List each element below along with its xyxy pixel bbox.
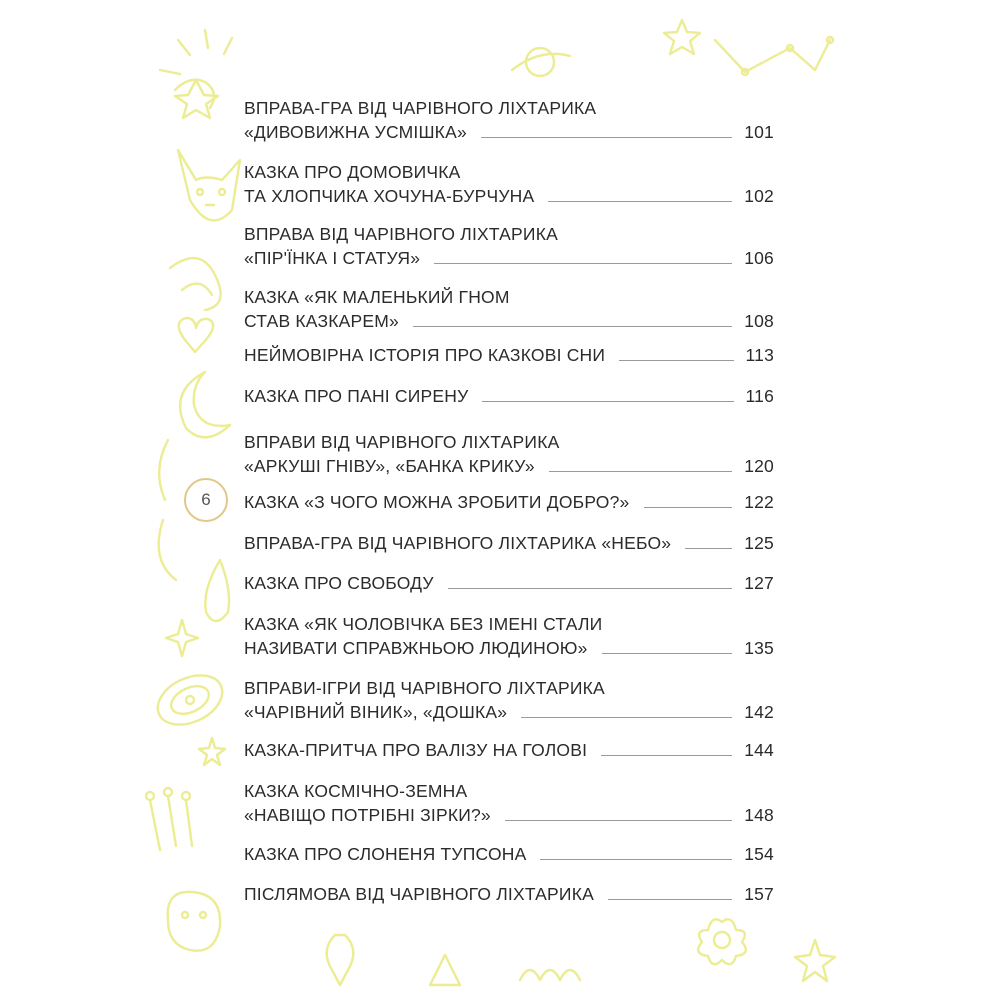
toc-entry-line [244,676,774,700]
toc-entry-title: КАЗКА-ПРИТЧА ПРО ВАЛІЗУ НА ГОЛОВІ [244,740,588,760]
toc-entry-title: ТА ХЛОПЧИКА ХОЧУНА-БУРЧУНА [244,186,535,206]
toc-page-number: 144 [744,740,774,760]
toc-leader-line [481,137,732,138]
toc-leader-line [644,507,733,508]
toc-entry-title: «ПІР'ЇНКА І СТАТУЯ» [244,248,421,268]
toc-entry-line [244,285,774,309]
toc-leader-line [548,201,732,202]
toc-entry-title: НЕЙМОВІРНА ІСТОРІЯ ПРО КАЗКОВІ СНИ [244,345,606,365]
toc-leader-line [619,360,733,361]
toc-entry-title: КАЗКА «ЯК ЧОЛОВІЧКА БЕЗ ІМЕНІ СТАЛИ [244,614,603,634]
toc-entry[interactable] [244,430,774,478]
toc-leader-line [608,899,732,900]
toc-entry-title: КАЗКА ПРО ПАНІ СИРЕНУ [244,386,469,406]
toc-entry-title: ВПРАВА-ГРА ВІД ЧАРІВНОГО ЛІХТАРИКА [244,98,597,118]
toc-entry-line [244,882,774,906]
toc-entry-line [244,222,774,246]
toc-entry[interactable] [244,96,774,144]
toc-entry-line [244,430,774,454]
toc-page-number: 135 [744,638,774,658]
toc-entry-title: «ДИВОВИЖНА УСМІШКА» [244,122,467,142]
toc-page-number: 142 [744,702,774,722]
moon-doodle-icon [180,372,230,437]
toc-entry-line [244,636,774,660]
toc-page-number: 113 [745,345,774,365]
galaxy-doodle-icon [150,666,230,735]
toc-entry-line [244,842,774,866]
toc-entry-title: ВПРАВА-ГРА ВІД ЧАРІВНОГО ЛІХТАРИКА «НЕБО» [244,533,672,553]
toc-entry-title: КАЗКА «ЯК МАЛЕНЬКИЙ ГНОМ [244,287,510,307]
toc-entry[interactable] [244,882,774,906]
sun-doodle-icon [160,30,232,118]
toc-entry-line [244,490,774,514]
toc-entry-line [244,384,774,408]
toc-entry-title: ПІСЛЯМОВА ВІД ЧАРІВНОГО ЛІХТАРИКА [244,884,594,904]
toc-entry[interactable] [244,384,774,408]
toc-entry-line [244,160,774,184]
toc-entry-line [244,454,774,478]
toc-entry[interactable] [244,612,774,660]
toc-leader-line [549,471,732,472]
toc-entry-line [244,343,774,367]
toc-entry-title: «НАВІЩО ПОТРІБНІ ЗІРКИ?» [244,805,491,825]
toc-entry-title: КАЗКА ПРО ДОМОВИЧКА [244,162,461,182]
toc-entry[interactable] [244,343,774,367]
toc-leader-line [505,820,732,821]
toc-leader-line [601,755,732,756]
toc-leader-line [602,653,733,654]
rays-doodle-icon [159,440,176,580]
small-star-doodle-icon [199,738,225,765]
toc-page-number: 101 [744,122,774,142]
toc-leader-line [413,326,732,327]
toc-entry[interactable] [244,738,774,762]
toc-entry-title: СТАВ КАЗКАРЕМ» [244,311,399,331]
toc-entry-line [244,779,774,803]
toc-page-number: 127 [744,573,774,593]
toc-leader-line [540,859,732,860]
heart-doodle-icon [179,318,213,352]
toc-page-number: 106 [744,248,774,268]
toc-entry-line [244,738,774,762]
toc-entry-title: НАЗИВАТИ СПРАВЖНЬОЮ ЛЮДИНОЮ» [244,638,588,658]
toc-entry-title: «АРКУШІ ГНІВУ», «БАНКА КРИКУ» [244,456,535,476]
toc-entry-title: КАЗКА КОСМІЧНО-ЗЕМНА [244,781,468,801]
toc-entry-title: КАЗКА ПРО СЛОНЕНЯ ТУПСОНА [244,844,527,864]
toc-page-number: 148 [744,805,774,825]
toc-page-number: 157 [744,884,774,904]
star-bottom-doodle-icon [795,940,835,981]
toc-entry[interactable] [244,842,774,866]
toc-entry-title: КАЗКА ПРО СВОБОДУ [244,573,434,593]
toc-entry-line [244,246,774,270]
toc-entry-title: «ЧАРІВНИЙ ВІНИК», «ДОШКА» [244,702,508,722]
toc-leader-line [434,263,732,264]
toc-page-number: 108 [744,311,774,331]
drop-doodle-icon [205,560,229,621]
toc-entry-line [244,309,774,333]
toc-entry[interactable] [244,779,774,827]
dots-doodle-icon [146,788,192,850]
toc-entry-line [244,612,774,636]
toc-leader-line [482,401,733,402]
toc-entry-line [244,120,774,144]
sparkle-doodle-icon [166,620,198,656]
toc-entry-title: ВПРАВА ВІД ЧАРІВНОГО ЛІХТАРИКА [244,224,558,244]
toc-entry[interactable] [244,571,774,595]
toc-leader-line [448,588,732,589]
toc-page-number: 122 [744,492,774,512]
toc-entry-line [244,96,774,120]
toc-page-number: 102 [744,186,774,206]
toc-entry-line [244,184,774,208]
table-of-contents [244,0,774,1000]
swirl-doodle-icon [170,258,221,310]
toc-entry[interactable] [244,531,774,555]
toc-entry-title: КАЗКА «З ЧОГО МОЖНА ЗРОБИТИ ДОБРО?» [244,492,630,512]
page-number-badge: 6 [184,478,228,522]
toc-entry[interactable] [244,490,774,514]
toc-page-number: 116 [745,386,774,406]
toc-entry[interactable] [244,285,774,333]
toc-entry-line [244,803,774,827]
toc-page-number: 120 [744,456,774,476]
toc-leader-line [521,717,732,718]
toc-entry[interactable] [244,222,774,270]
toc-entry-line [244,571,774,595]
toc-page-number: 125 [744,533,774,553]
toc-entry-title: ВПРАВИ ВІД ЧАРІВНОГО ЛІХТАРИКА [244,432,560,452]
toc-leader-line [685,548,732,549]
toc-entry[interactable] [244,676,774,724]
toc-entry-line [244,700,774,724]
toc-entry[interactable] [244,160,774,208]
toc-entry-title: ВПРАВИ-ІГРИ ВІД ЧАРІВНОГО ЛІХТАРИКА [244,678,605,698]
toc-entry-line [244,531,774,555]
toc-page-number: 154 [744,844,774,864]
cat-face-doodle-icon [178,150,240,220]
face-doodle-icon [168,892,220,951]
